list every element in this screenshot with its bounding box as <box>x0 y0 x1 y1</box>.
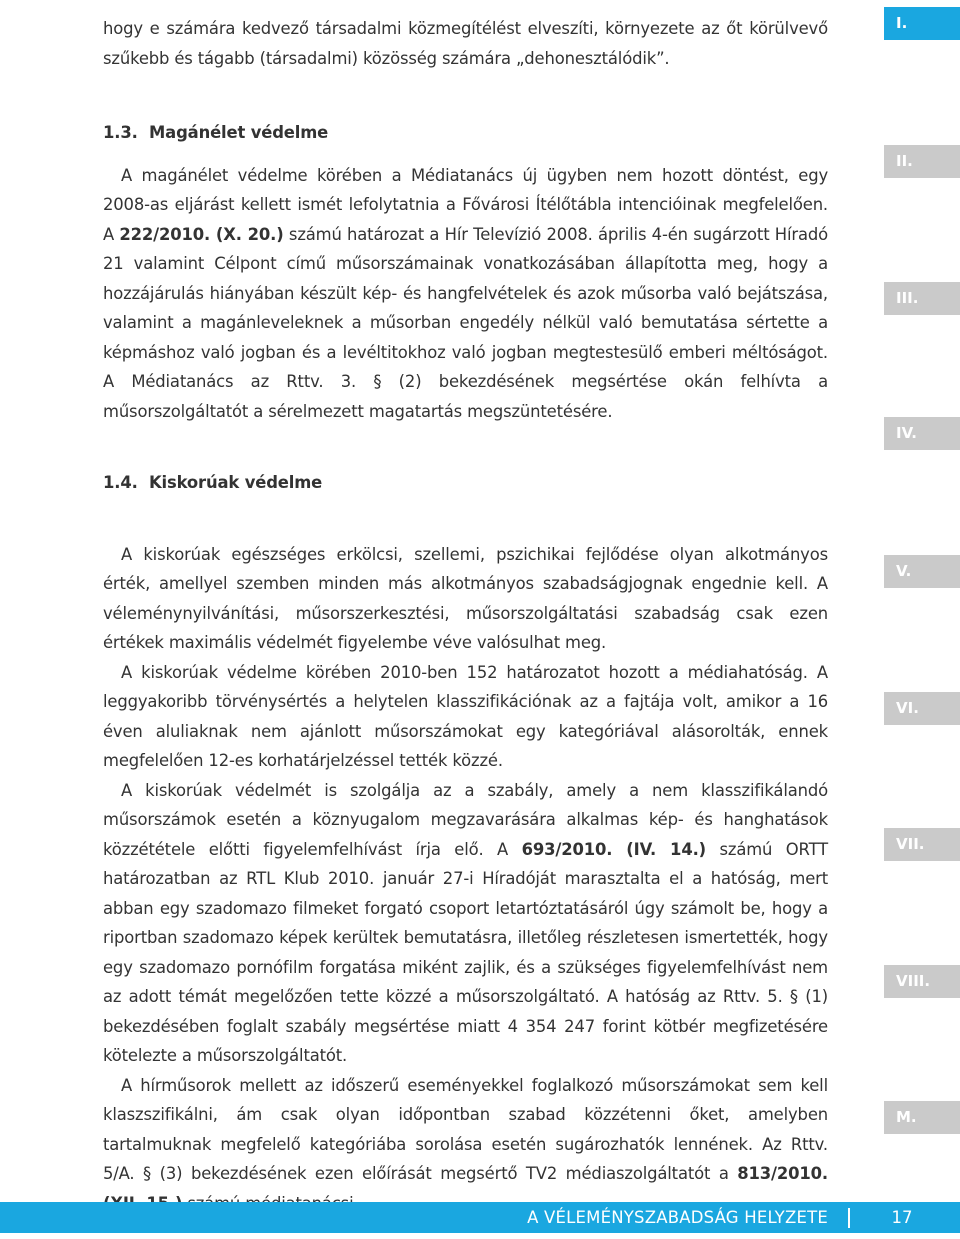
section-title: Magánélet védelme <box>149 123 329 142</box>
chapter-tab-8[interactable]: VIII. <box>884 965 960 998</box>
footer-title: A VÉLEMÉNYSZABADSÁG HELYZETE <box>527 1208 828 1227</box>
paragraph: A kiskorúak egészséges erkölcsi, szellemi, pszichikai fejlődése olyan alkotmányos érték, amellyel szemben minden más alkotmányos szabadságjognak engednie kell. A véleménynyilvánítási, műsorszerkesztési, műsorszolgáltatási szabadság csak ezen értékek maximális védelmét figyelembe véve valósulhat meg. <box>103 544 828 652</box>
chapter-tab-6[interactable]: VI. <box>884 692 960 725</box>
paragraph: A kiskorúak védelme körében 2010-ben 152 határozatot hozott a médiahatóság. A leggyakoribb törvénysértés a helytelen klasszifikációnak az a fajtája volt, amikor a 16 éven aluliaknak nem ajánlott műsorszámokat egy kategóriával alásorolták, ennek megfelelően 12-es korhatárjelzéssel tették közzé. <box>103 662 828 770</box>
paragraph: A hírműsorok mellett az időszerű eseményekkel foglalkozó műsorszámokat sem kell klaszszifikálni, ám csak olyan időpontban szabad közzétenni őket, amelyben tartalmuknak megfelelő kategóriába sorolása esetén sugározhatók lennének. Az Rttv. 5/A. § (3) bekezdésének ezen előírását megsértő TV2 médiaszolgáltatót a 813/2010. <box>103 1071 828 1219</box>
section-heading-1-4 <box>103 468 828 498</box>
main-text <box>103 14 828 1218</box>
chapter-tab-1[interactable]: I. <box>884 7 960 40</box>
chapter-tab-5[interactable]: V. <box>884 555 960 588</box>
decision-reference: 222/2010. (X. 20.) <box>119 224 284 244</box>
chapter-tab-4[interactable]: IV. <box>884 417 960 450</box>
chapter-tab-3[interactable]: III. <box>884 282 960 315</box>
chapter-tab-7[interactable]: VII. <box>884 828 960 861</box>
footer-bar <box>0 1202 960 1233</box>
section-title: Kiskorúak védelme <box>149 473 323 492</box>
paragraph: hogy e számára kedvező társadalmi közmegítélést elveszíti, környezete az őt körülvevő szűkebb és tágabb (társadalmi) közösség számára „dehonesztálódik”. <box>103 19 828 68</box>
footer-separator <box>848 1208 850 1228</box>
paragraph: A kiskorúak védelmét is szolgálja az a szabály, amely a nem klasszifikálandó műsorszámok esetén a köznyugalom megzavarására alkalmas kép- és hanghatások közzététele előtti figyelemfelhívást írja elő. A 693/2010. (IV. 14.) számú ORTT határozatban az RTL Klub 2010. január 27-i Híradóját marasztalta el a hatóság, mert abban egy szadomazo filmeket forgató csoport letartóztatásáról úgy számolt be, hogy a riportban szadomazo képek kerültek bemutatásra, illetőleg részletesen ismertették, hogy egy szadomazo pornófilm forgatása miként zajlik, és a szükséges figyelemfelhívást nem az adott témát megelőzően tette közzé a műsorszolgáltató. A hatóság az Rttv. 5. § (1) bekezdésében foglalt szabály megsértése miatt 4 354 247 forint kötbér megfizetésére kötelezte a műsorszolgáltatót. <box>103 780 829 1065</box>
section-number: 1.4. <box>103 473 138 492</box>
decision-reference: 693/2010. (IV. 14.) <box>521 839 706 859</box>
page-number: 17 <box>891 1208 913 1227</box>
section-heading-1-3 <box>103 118 828 148</box>
decision-reference: 813/2010. <box>737 1164 828 1183</box>
section-number: 1.3. <box>103 123 138 142</box>
chapter-tab-2[interactable]: II. <box>884 145 960 178</box>
chapter-tab-m[interactable]: M. <box>884 1101 960 1134</box>
paragraph: A magánélet védelme körében a Médiatanács új ügyben nem hozott döntést, egy 2008-as eljárást kellett ismét lefolytatnia a Fővárosi Ítélőtábla intencióinak megfelelően. A 222/2010. (X. 20.) számú határozat a Hír Televízió 2008. április 4-én sugárzott Híradó 21 valamint Célpont című műsorszámainak vonatkozásában állapította meg, hogy a hozzájárulás hiányában készült kép- és hangfelvételek és azok műsorba való bejátszása, valamint a magánleveleknek a műsorban engedély nélkül való bemutatása sértette a képmáshoz való jogban és a levéltitokhoz való jogban megtestesülő emberi méltóságot. A Médiatanács az Rttv. 3. § (2) bekezdésének megsértése okán felhívta a műsorszolgáltatót a sérelmezett magatartás megszüntetésére. <box>103 165 829 421</box>
